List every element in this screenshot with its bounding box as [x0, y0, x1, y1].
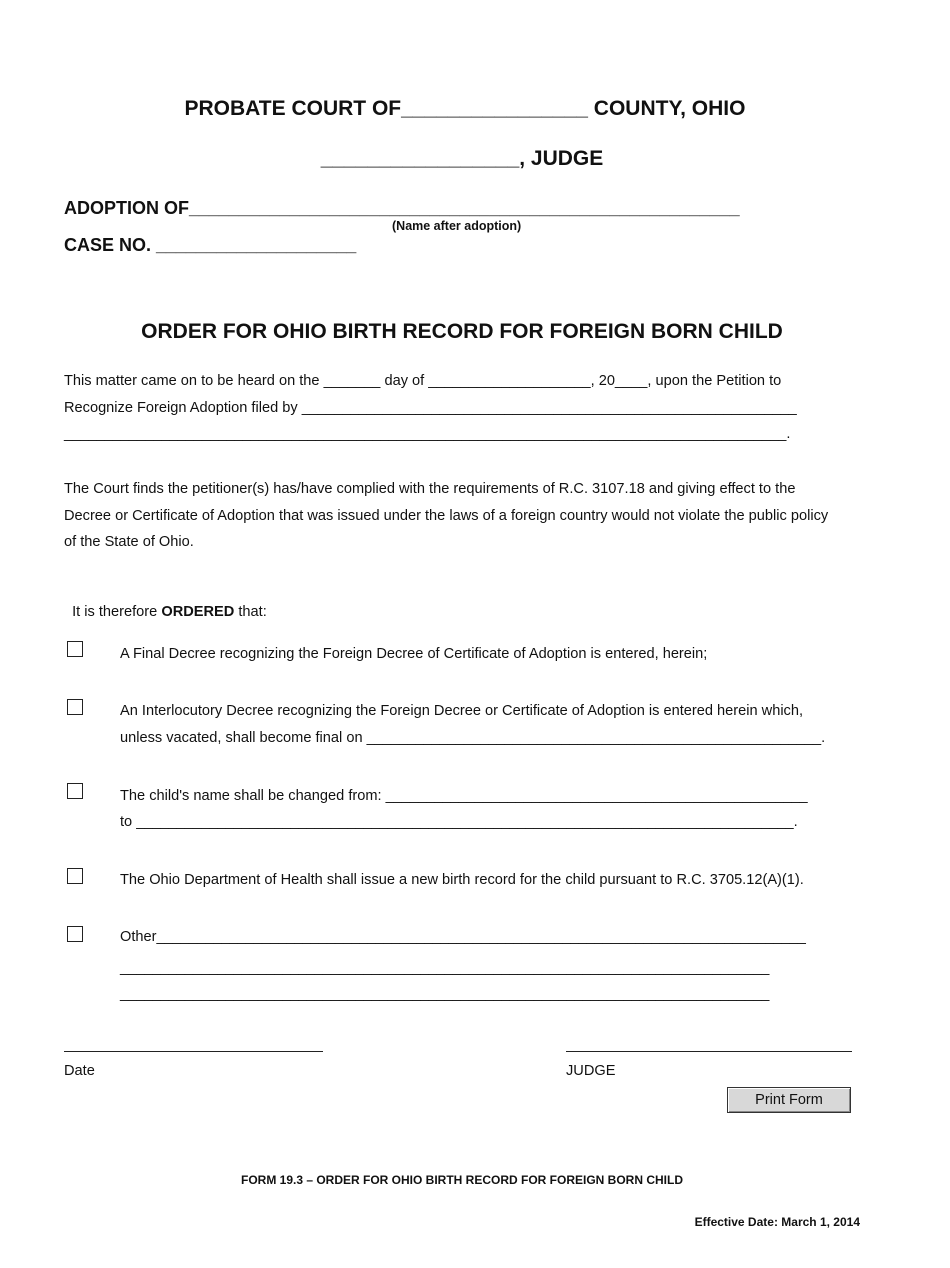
- option-interlocutory-decree-text-2: unless vacated, shall become final on ________________________________________________________.: [120, 730, 826, 746]
- date-label: Date: [64, 1063, 95, 1079]
- option-other-text-2: ________________________________________________________________________________: [120, 960, 770, 976]
- option-final-decree-checkbox[interactable]: [67, 641, 83, 657]
- option-other-text-3: ________________________________________________________________________________: [120, 986, 770, 1002]
- ordered-prefix: It is therefore: [72, 604, 162, 620]
- intro-line-1: This matter came on to be heard on the _______ day of ____________________, 20____, upon the Petition to: [64, 373, 782, 389]
- adoption-of-label: ADOPTION OF_______________________________________________________: [64, 198, 740, 218]
- option-name-change-text-1: The child's name shall be changed from: ____________________________________________________: [120, 788, 808, 804]
- option-final-decree-text: A Final Decree recognizing the Foreign Decree of Certificate of Adoption is entered, herein;: [120, 646, 708, 662]
- option-interlocutory-decree-checkbox[interactable]: [67, 699, 83, 715]
- name-after-adoption-note: (Name after adoption): [392, 219, 522, 233]
- option-other-text-1: Other________________________________________________________________________________: [120, 929, 806, 945]
- option-birth-record-checkbox[interactable]: [67, 868, 83, 884]
- option-birth-record-text: The Ohio Department of Health shall issue a new birth record for the child pursuant to R.C. 3705.12(A)(1).: [120, 872, 804, 888]
- print-form-button[interactable]: Print Form: [727, 1087, 851, 1113]
- option-name-change-text-2: to _________________________________________________________________________________.: [120, 814, 798, 830]
- findings-line-2: Decree or Certificate of Adoption that was issued under the laws of a foreign country would not violate the public policy: [64, 508, 829, 524]
- option-interlocutory-decree-text-1: An Interlocutory Decree recognizing the Foreign Decree or Certificate of Adoption is entered herein which,: [120, 703, 804, 719]
- court-heading: PROBATE COURT OF________________ COUNTY, OHIO: [184, 97, 746, 120]
- page-title: ORDER FOR OHIO BIRTH RECORD FOR FOREIGN BORN CHILD: [141, 320, 783, 343]
- judge-signature-line[interactable]: [566, 1051, 852, 1052]
- date-signature-line[interactable]: [64, 1051, 323, 1052]
- intro-line-2: Recognize Foreign Adoption filed by _____________________________________________________________: [64, 400, 797, 416]
- ordered-bold: ORDERED: [161, 604, 235, 620]
- findings-line-1: The Court finds the petitioner(s) has/have complied with the requirements of R.C. 3107.18 and giving effect to the: [64, 481, 796, 497]
- option-other-checkbox[interactable]: [67, 926, 83, 942]
- judge-heading: _________________, JUDGE: [320, 147, 604, 170]
- option-name-change-checkbox[interactable]: [67, 783, 83, 799]
- effective-date-footer: Effective Date: March 1, 2014: [694, 1215, 860, 1229]
- findings-line-3: of the State of Ohio.: [64, 534, 194, 550]
- form-name-footer: FORM 19.3 – ORDER FOR OHIO BIRTH RECORD FOR FOREIGN BORN CHILD: [240, 1173, 684, 1187]
- judge-label: JUDGE: [566, 1063, 616, 1079]
- ordered-suffix: that:: [234, 604, 267, 620]
- intro-line-3: _________________________________________________________________________________________.: [64, 426, 791, 442]
- case-number-label: CASE NO. ____________________: [64, 235, 357, 255]
- ordered-statement: [64, 588, 267, 620]
